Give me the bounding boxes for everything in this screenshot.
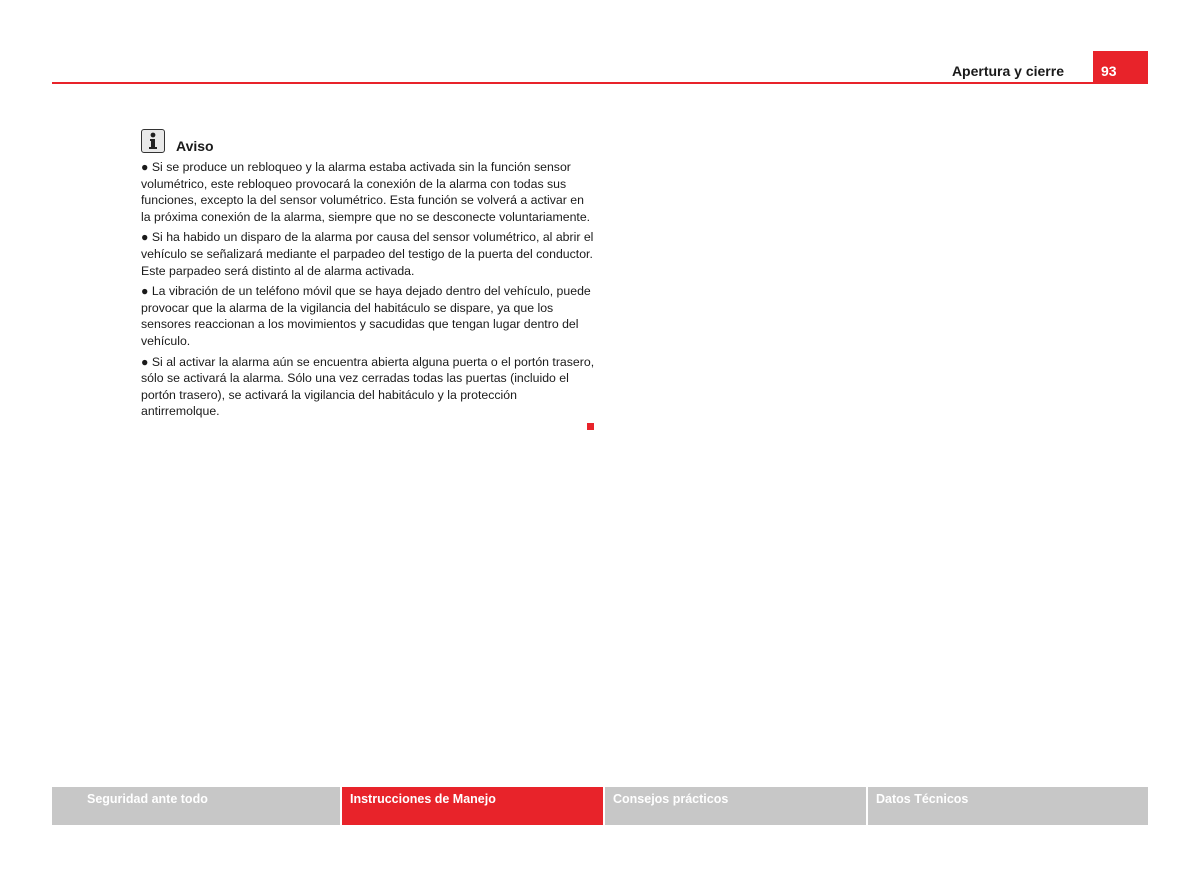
notice-title: Aviso [176,138,214,154]
notice-header [141,125,596,153]
footer-nav [52,787,1148,825]
notice-paragraph: ● La vibración de un teléfono móvil que se haya dejado dentro del vehículo, puede provocar que la alarma de la vigilancia del habitáculo se dispare, ya que los sensores reaccionan a los movimientos y sacudidas que tengan lugar dentro del vehículo. [141,284,591,348]
footer-tab-seguridad[interactable]: Seguridad ante todo [52,787,340,825]
footer-tab-datos[interactable]: Datos Técnicos [868,787,1148,825]
footer-tab-consejos[interactable]: Consejos prácticos [605,787,866,825]
section-title: Apertura y cierre [951,63,1064,79]
page-number-box [1093,51,1148,84]
info-icon [141,129,165,153]
header-rule [52,82,1148,84]
notice-paragraph: ● Si al activar la alarma aún se encuentra abierta alguna puerta o el portón trasero, sólo se activará la alarma. Sólo una vez cerradas todas las puertas (incluido el portón trasero), se activará la vigilancia del habitáculo y la protección antirremolque. [141,354,595,419]
notice-block [141,125,596,424]
notice-paragraph: ● Si ha habido un disparo de la alarma por causa del sensor volumétrico, al abrir el vehículo se señalizará mediante el parpadeo del testigo de la puerta del conductor. Este parpadeo será distinto al de alarma activada. [141,230,594,278]
page-number: 93 [1101,63,1117,79]
section-end-marker [587,423,594,430]
footer-tab-instrucciones[interactable]: Instrucciones de Manejo [342,787,603,825]
notice-paragraph: ● Si se produce un rebloqueo y la alarma estaba activada sin la función sensor volumétrico, este rebloqueo provocará la conexión de la alarma con todas sus funciones, excepto la del sensor volumétrico. Esta función se volverá a activar en la próxima conexión de la alarma, siempre que no se desconecte voluntariamente. [141,160,591,224]
